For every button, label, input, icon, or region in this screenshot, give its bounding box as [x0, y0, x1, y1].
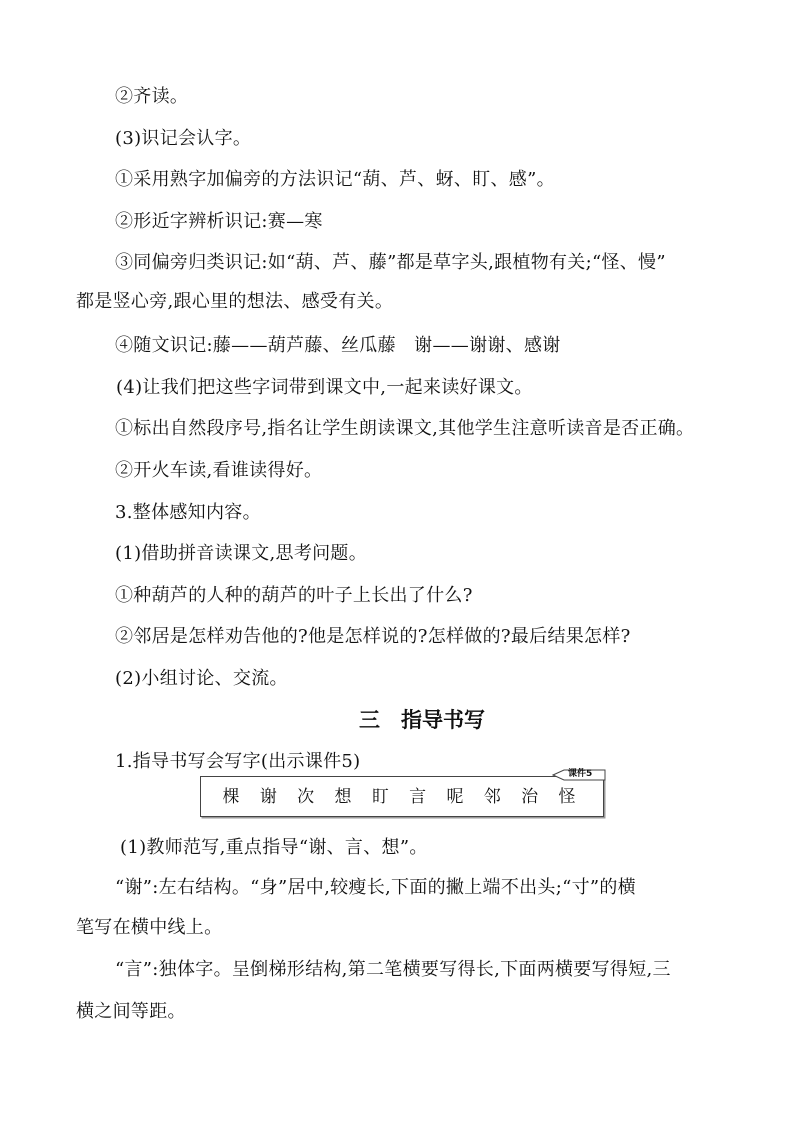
courseware-box [200, 776, 604, 817]
paragraph-line: “谢”:左右结构。“身”居中,较瘦长,下面的撇上端不出头;“寸”的横 [115, 877, 636, 898]
paragraph-line: (1)教师范写,重点指导“谢、言、想”。 [120, 837, 428, 858]
paragraph-line: ②开火车读,看谁读得好。 [115, 460, 323, 481]
paragraph-line: (1)借助拼音读课文,思考问题。 [115, 543, 368, 564]
courseware-tag-label: 课件5 [568, 769, 593, 779]
courseware-character: 言 [409, 787, 427, 807]
courseware-character: 次 [297, 787, 315, 807]
paragraph-line: (3)识记会认字。 [115, 128, 252, 149]
courseware-character: 谢 [259, 787, 277, 807]
section-heading: 三 指导书写 [359, 707, 485, 732]
paragraph-line: ②齐读。 [115, 86, 189, 107]
paragraph-line: ②邻居是怎样劝告他的?他是怎样说的?怎样做的?最后结果怎样? [115, 626, 631, 647]
paragraph-line: ①采用熟字加偏旁的方法识记“葫、芦、蚜、盯、感”。 [115, 169, 555, 190]
paragraph-line: (4)让我们把这些字词带到课文中,一起来读好课文。 [116, 377, 533, 398]
paragraph-line: 横之间等距。 [76, 1001, 186, 1022]
paragraph-line: 笔写在横中线上。 [76, 917, 223, 938]
paragraph-line: ④随文识记:藤——葫芦藤、丝瓜藤 谢——谢谢、感谢 [115, 335, 561, 356]
courseware-character: 棵 [222, 787, 240, 807]
paragraph-line: ②形近字辨析识记:赛—寒 [115, 211, 323, 232]
paragraph-line: 3.整体感知内容。 [115, 502, 261, 523]
courseware-character-list [221, 787, 577, 807]
paragraph-line: ①标出自然段序号,指名让学生朗读课文,其他学生注意听读音是否正确。 [115, 418, 695, 439]
courseware-character: 呢 [446, 787, 464, 807]
paragraph-line: ①种葫芦的人种的葫芦的叶子上长出了什么? [115, 585, 473, 606]
courseware-character: 想 [334, 787, 352, 807]
paragraph-line: 1.指导书写会写字(出示课件5) [115, 751, 361, 772]
courseware-character: 怪 [558, 787, 576, 807]
paragraph-line: ③同偏旁归类识记:如“葫、芦、藤”都是草字头,跟植物有关;“怪、慢” [115, 252, 666, 273]
paragraph-line: 都是竖心旁,跟心里的想法、感受有关。 [76, 291, 394, 312]
paragraph-line: (2)小组讨论、交流。 [115, 668, 288, 689]
courseware-character: 邻 [483, 787, 501, 807]
courseware-tag [552, 769, 606, 781]
courseware-character: 治 [521, 787, 539, 807]
paragraph-line: “言”:独体字。呈倒梯形结构,第二笔横要写得长,下面两横要写得短,三 [115, 959, 671, 980]
courseware-character: 盯 [371, 787, 389, 807]
